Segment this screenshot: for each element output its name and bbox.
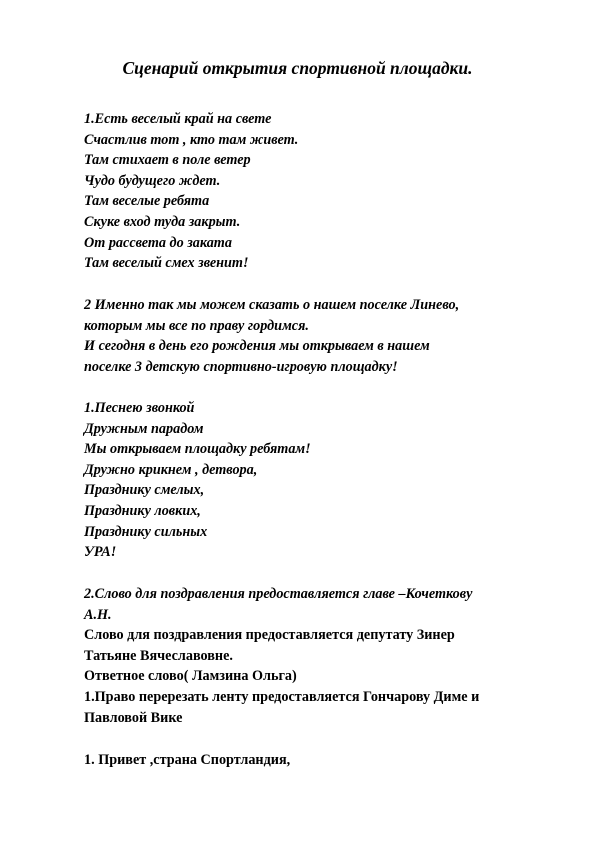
document-title: Сценарий открытия спортивной площадки. [122, 58, 473, 78]
text-line: 1.Право перерезать ленту предоставляется Гончарову Диме и [84, 688, 480, 705]
text-line: Празднику смелых, [84, 482, 205, 499]
text-line: УРА! [84, 544, 117, 561]
text-line: Там веселый смех звенит! [84, 255, 249, 272]
text-line: Празднику сильных [84, 523, 208, 540]
text-line: Счастлив тот , кто там живет. [84, 131, 299, 148]
text-line: 1. Привет ,страна Спортландия, [84, 752, 291, 768]
text-line: Павловой Вике [84, 709, 183, 726]
speeches-section [84, 584, 574, 728]
closing-section [84, 750, 574, 771]
text-line: И сегодня в день его рождения мы открываем в нашем [84, 338, 430, 355]
text-line: Дружным парадом [84, 420, 204, 437]
text-line: А.Н. [84, 606, 112, 623]
text-line: которым мы все по праву гордимся. [84, 317, 309, 334]
text-line: Ответное слово( Ламзина Ольга) [84, 668, 297, 685]
text-line: Мы открываем площадку ребятам! [84, 441, 311, 458]
text-line: Там веселые ребята [84, 193, 210, 210]
text-line: Скуке вход туда закрыт. [84, 213, 241, 230]
text-line: 2 Именно так мы можем сказать о нашем поселке Линево, [84, 297, 460, 313]
intro-paragraph [84, 295, 574, 377]
text-line: 2.Слово для поздравления предоставляется главе –Кочеткову [84, 586, 473, 602]
text-line: Дружно крикнем , детвора, [84, 461, 258, 478]
text-line: Чудо будущего ждет. [84, 172, 221, 189]
poem-verse-2 [84, 398, 574, 563]
poem-verse-1 [84, 109, 574, 274]
text-line: Слово для поздравления предоставляется депутату Зинер [84, 627, 455, 644]
text-line: поселке 3 детскую спортивно-игровую площадку! [84, 358, 398, 375]
text-line: Празднику ловких, [84, 502, 201, 519]
text-line: 1.Песнею звонкой [84, 400, 195, 416]
text-line: От рассвета до заката [84, 234, 232, 251]
text-line: Там стихает в поле ветер [84, 152, 251, 169]
text-line: Татьяне Вячеславовне. [84, 647, 233, 664]
text-line: 1.Есть веселый край на свете [84, 111, 272, 127]
